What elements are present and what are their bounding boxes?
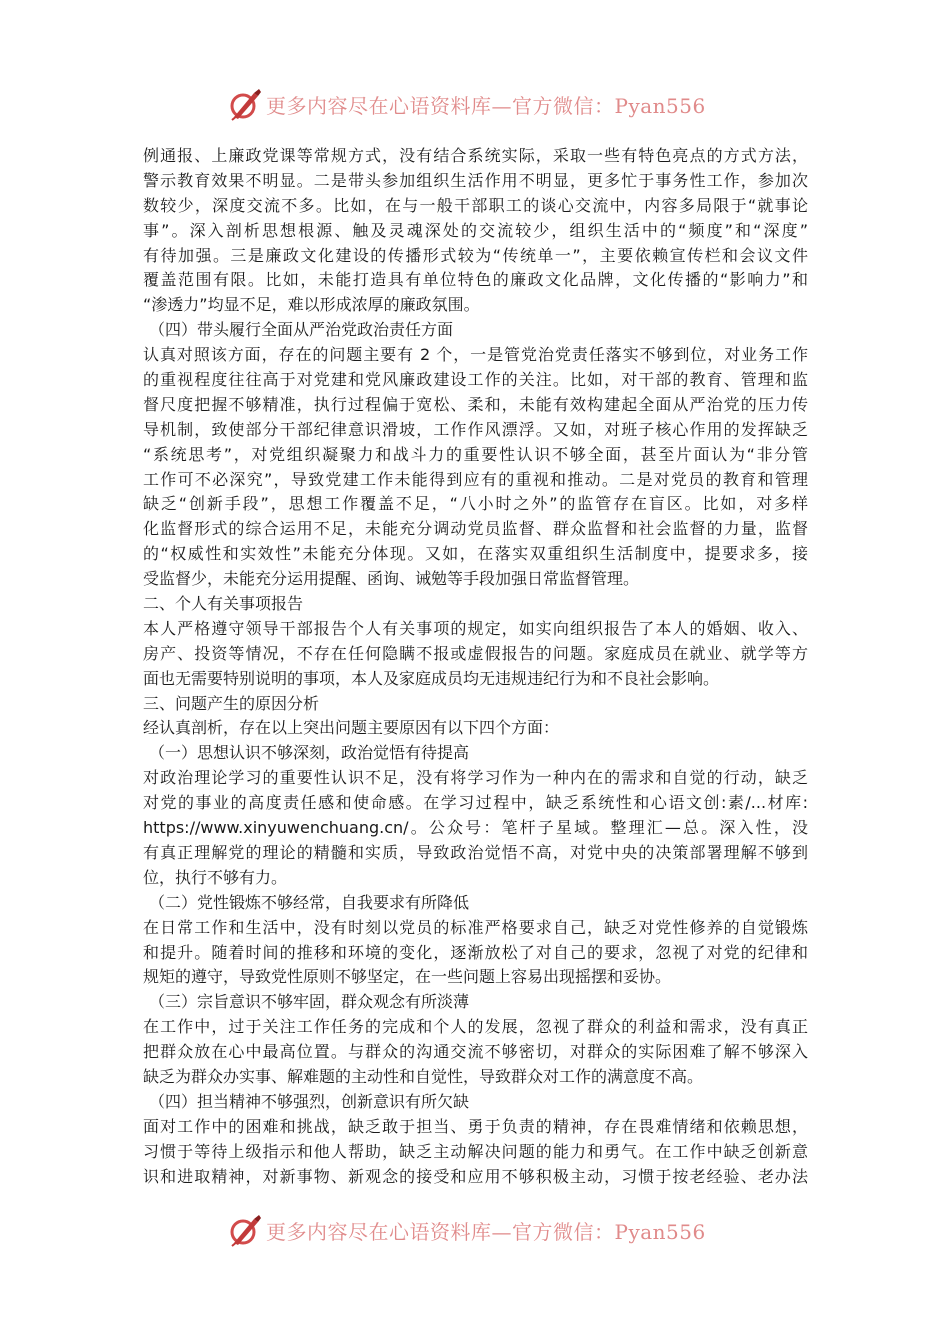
text-line: 有待加强。三是廉政文化建设的传播形式较为“传统单一”，主要依赖宣传栏和会议文件 <box>143 245 808 265</box>
text-line: 在工作中，过于关注工作任务的完成和个人的发展，忽视了群众的利益和需求，没有真正 <box>143 1017 808 1037</box>
header-banner <box>228 84 706 124</box>
text-line: 位，执行不够有力。 <box>143 867 288 887</box>
text-line: 的重视程度往往高于对党建和党风廉政建设工作的关注。比如，对干部的教育、管理和监 <box>143 370 808 390</box>
text-line: 受监督少，未能充分运用提醒、函询、诫勉等手段加强日常监督管理。 <box>143 569 640 589</box>
text-line: 面对工作中的困难和挑战，缺乏敢于担当、勇于负责的精神，存在畏难情绪和依赖思想， <box>143 1116 808 1136</box>
text-line: 对政治理论学习的重要性认识不足，没有将学习作为一种内在的需求和自觉的行动，缺乏 <box>143 768 808 788</box>
text-line: 二、个人有关事项报告 <box>143 594 304 614</box>
text-line: 事”。深入剖析思想根源、触及灵魂深处的交流较少，组织生活中的“频度”和“深度” <box>143 220 808 240</box>
document-body <box>143 144 808 1189</box>
text-line: 和提升。随着时间的推移和环境的变化，逐渐放松了对自己的要求，忽视了对党的纪律和 <box>143 942 808 962</box>
text-line: 在日常工作和生活中，没有时刻以党员的标准严格要求自己，缺乏对党性修养的自觉锻炼 <box>143 917 808 937</box>
text-line: 规矩的遵守，导致党性原则不够坚定，在一些问题上容易出现摇摆和妥协。 <box>143 967 672 987</box>
text-line: 导机制，致使部分干部纪律意识滑坡，工作作风漂浮。又如，对班子核心作用的发挥缺乏 <box>143 419 808 439</box>
text-line: 习惯于等待上级指示和他人帮助，缺乏主动解决问题的能力和勇气。在工作中缺乏创新意 <box>143 1141 808 1161</box>
text-line: 缺乏为群众办实事、解难题的主动性和自觉性，导致群众对工作的满意度不高。 <box>143 1066 704 1086</box>
text-line: 对党的事业的高度责任感和使命感。在学习过程中，缺乏系统性和心语文创:素/...材库: <box>143 793 808 813</box>
text-line: 工作可不必深究”，导致党建工作未能得到应有的重视和推动。二是对党员的教育和管理 <box>143 469 808 489</box>
section-heading: （三）宗旨意识不够牢固，群众观念有所淡薄 <box>149 992 470 1012</box>
text-line: 识和进取精神，对新事物、新观念的接受和应用不够积极主动，习惯于按老经验、老办法 <box>143 1166 808 1186</box>
footer-banner <box>228 1210 706 1250</box>
text-line: 警示教育效果不明显。二是带头参加组织生活作用不明显，更多忙于事务性工作，参加次 <box>143 170 808 190</box>
text-line: 有真正理解党的理论的精髓和实质，导致政治觉悟不高，对党中央的决策部署理解不够到 <box>143 842 808 862</box>
pen-logo-icon <box>228 87 262 121</box>
section-heading: （四）担当精神不够强烈，创新意识有所欠缺 <box>149 1091 470 1111</box>
text-line: 的“权威性和实效性”未能充分体现。又如，在落实双重组织生活制度中，提要求多，接 <box>143 544 808 564</box>
text-line: 本人严格遵守领导干部报告个人有关事项的规定，如实向组织报告了本人的婚姻、收入、 <box>143 618 808 638</box>
text-line: 把群众放在心中最高位置。与群众的沟通交流不够密切，对群众的实际困难了解不够深入 <box>143 1042 808 1062</box>
text-line: 化监督形式的综合运用不足，未能充分调动党员监督、群众监督和社会监督的力量，监督 <box>143 519 808 539</box>
pen-logo-icon <box>228 1213 262 1247</box>
section-heading: （二）党性锻炼不够经常，自我要求有所降低 <box>149 892 470 912</box>
banner-text: 更多内容尽在心语资料库—官方微信：Pyan556 <box>266 1219 706 1244</box>
section-heading: （四）带头履行全面从严治党政治责任方面 <box>149 320 454 340</box>
text-line: 面也无需要特别说明的事项，本人及家庭成员均无违规违纪行为和不良社会影响。 <box>143 668 720 688</box>
text-line: “系统思考”，对党组织凝聚力和战斗力的重要性认识不够全面，甚至片面认为“非分管 <box>143 444 808 464</box>
text-line: https://www.xinyuwenchuang.cn/。公众号：笔杆子星域。整理汇—总。深入性，没 <box>143 818 808 838</box>
text-line: “渗透力”均显不足，难以形成浓厚的廉政氛围。 <box>143 295 480 315</box>
text-line: 例通报、上廉政党课等常规方式，没有结合系统实际，采取一些有特色亮点的方式方法， <box>143 146 808 165</box>
text-line: 经认真剖析，存在以上突出问题主要原因有以下四个方面： <box>143 718 560 738</box>
section-heading: （一）思想认识不够深刻，政治觉悟有待提高 <box>149 743 470 763</box>
text-line: 房产、投资等情况，不存在任何隐瞒不报或虚假报告的问题。家庭成员在就业、就学等方 <box>143 643 808 663</box>
banner-text: 更多内容尽在心语资料库—官方微信：Pyan556 <box>266 93 706 118</box>
text-line: 覆盖范围有限。比如，未能打造具有单位特色的廉政文化品牌，文化传播的“影响力”和 <box>143 270 808 290</box>
text-line: 督尺度把握不够精准，执行过程偏于宽松、柔和，未能有效构建起全面从严治党的压力传 <box>143 394 808 414</box>
text-line: 缺乏“创新手段”，思想工作覆盖不足，“八小时之外”的监管存在盲区。比如，对多样 <box>143 494 808 514</box>
text-line: 三、问题产生的原因分析 <box>143 693 320 713</box>
text-line: 认真对照该方面，存在的问题主要有 2 个，一是管党治党责任落实不够到位，对业务工作 <box>143 345 808 365</box>
text-line: 数较少，深度交流不多。比如，在与一般干部职工的谈心交流中，内容多局限于“就事论 <box>143 195 808 215</box>
